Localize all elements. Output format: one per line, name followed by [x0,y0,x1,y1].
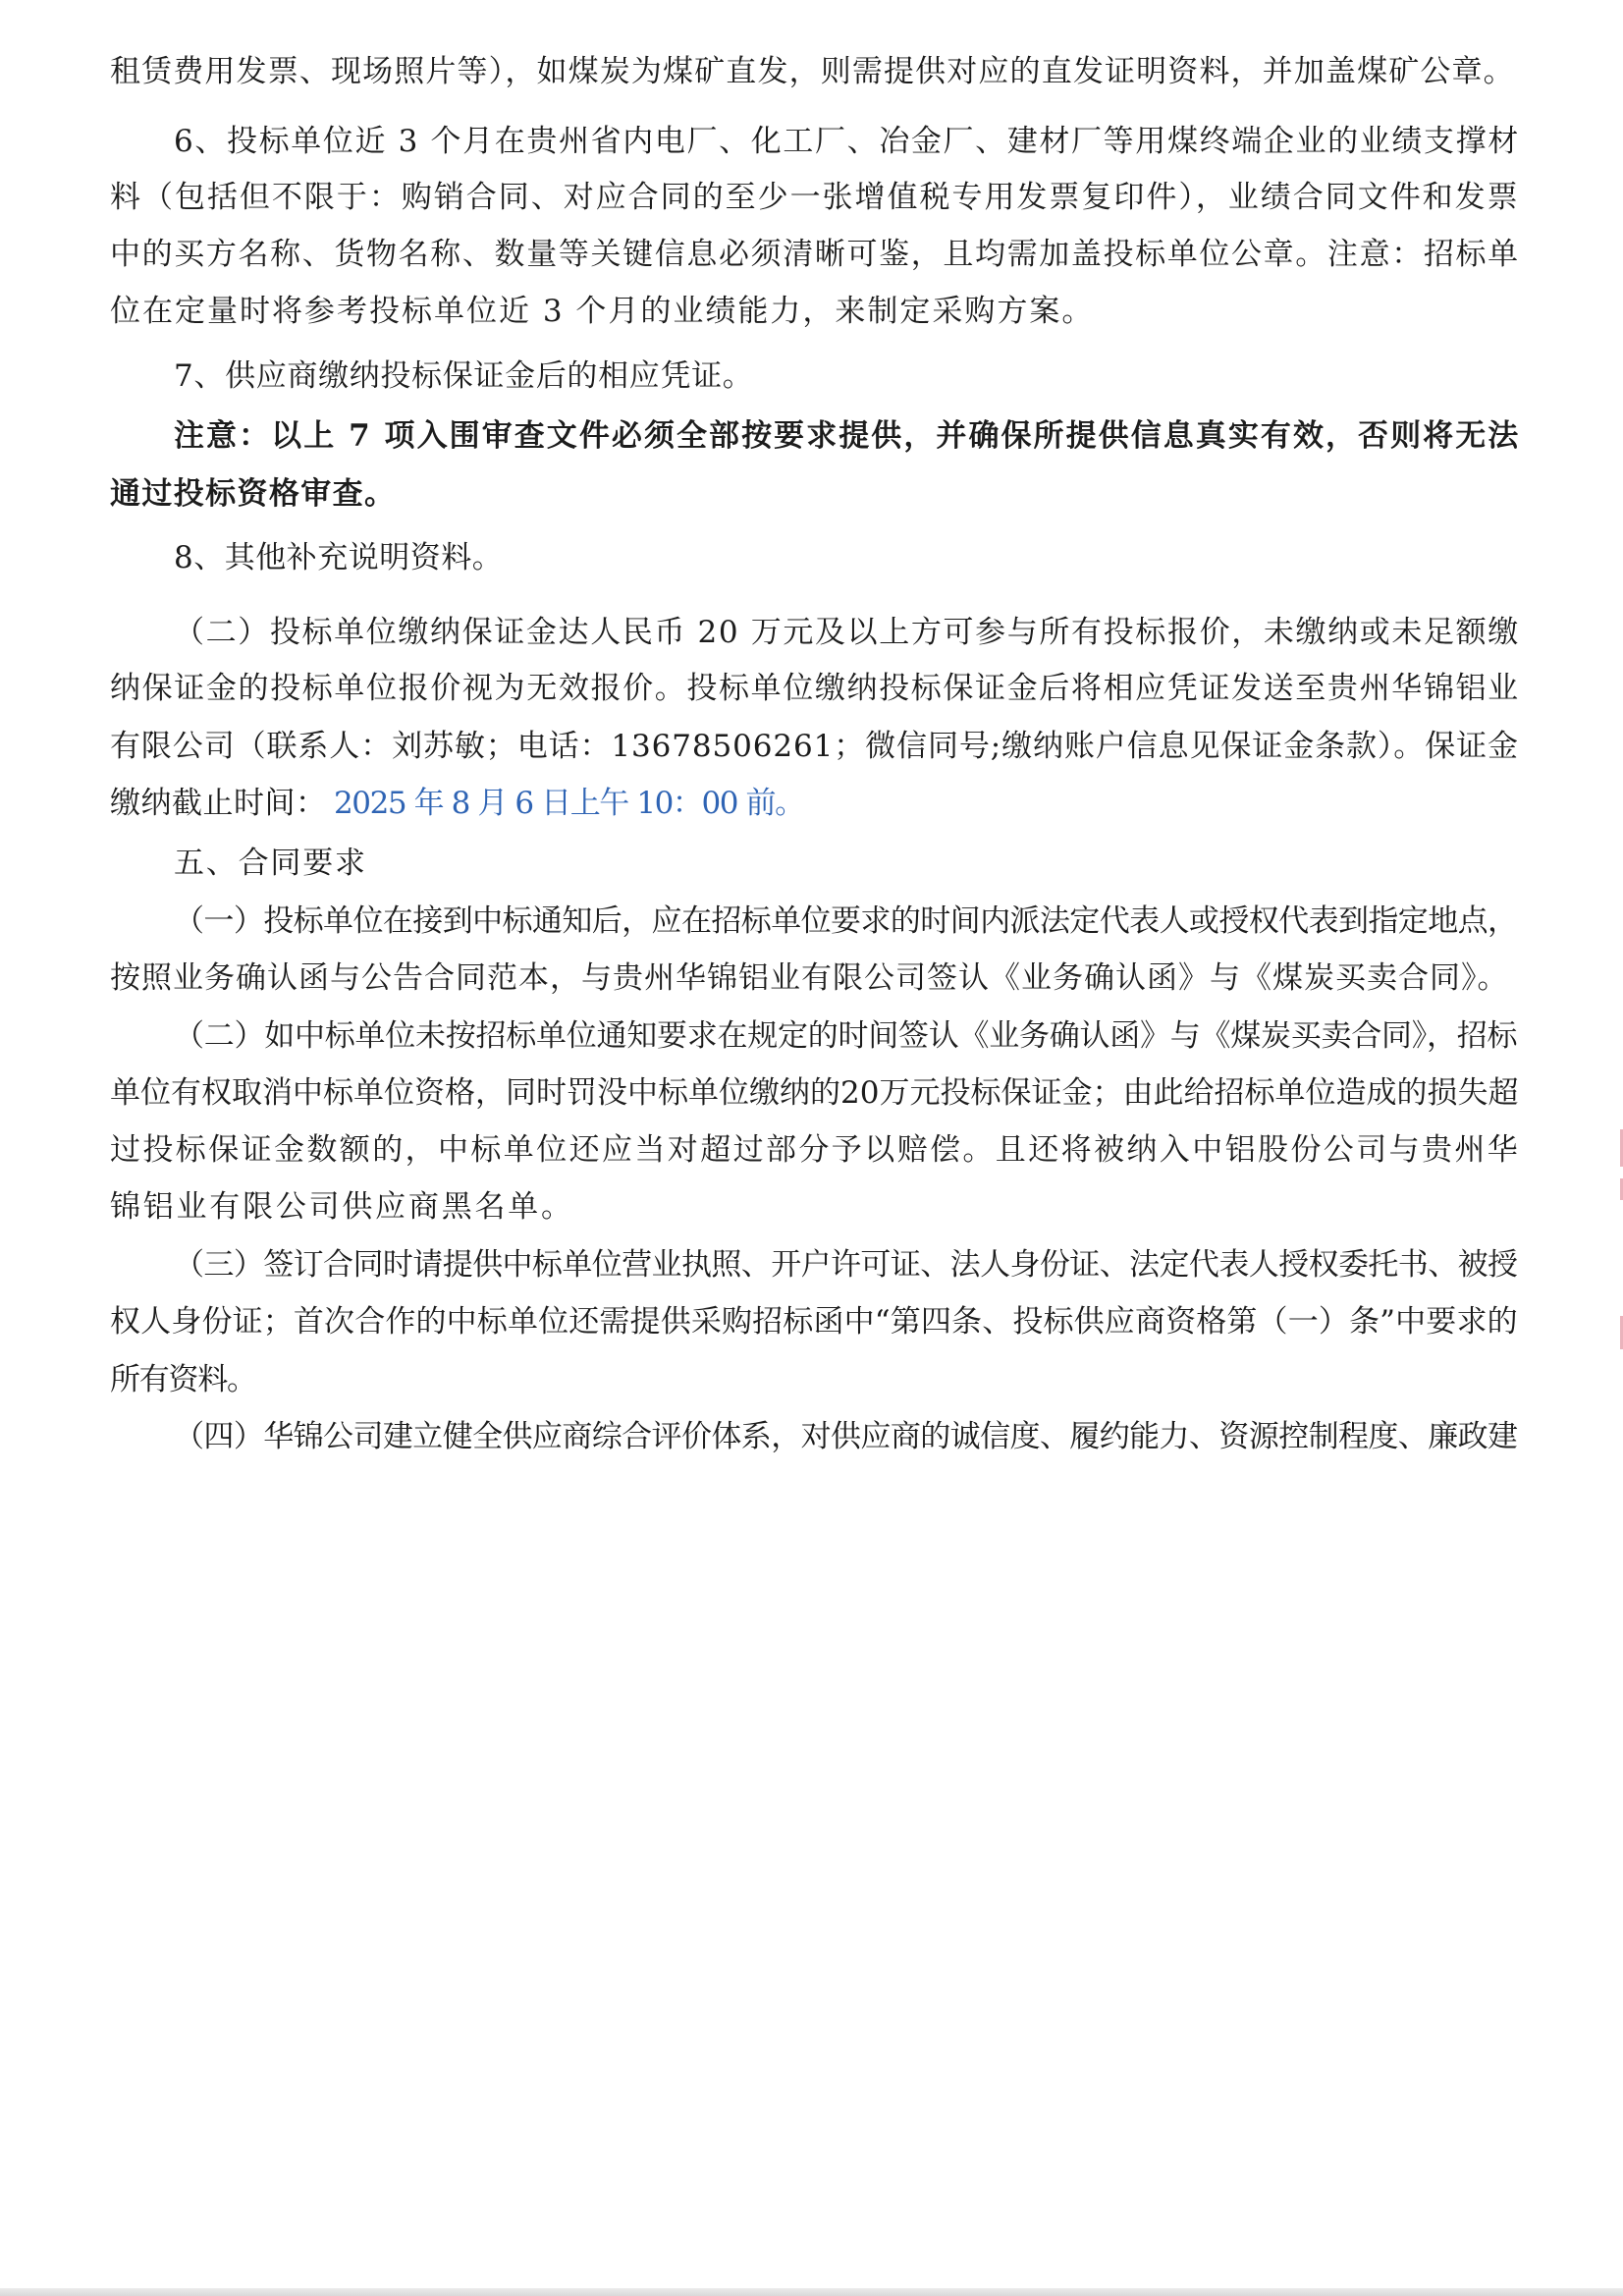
line-text: 6、投标单位近 3 个月在贵州省内电厂、化工厂、冶金厂、建材厂等用煤终端企业的业绩支撑材 [174,124,1520,159]
line-text: 纳保证金的投标单位报价视为无效报价。投标单位缴纳投标保证金后将相应凭证发送至贵州华锦铝业 [110,671,1520,706]
notice-line [0,465,1623,523]
paragraph-line [0,1121,1623,1179]
notice-text: 注意：以上 7 项入围审查文件必须全部按要求提供，并确保所提供信息真实有效，否则将无法 [174,418,1521,454]
paragraph-line [0,1177,1623,1236]
deadline-text: 2025 年 8 月 6 日上午 10：00 前。 [334,786,804,821]
section-heading-text: 五、合同要求 [174,846,367,881]
paragraph-line [0,528,1623,587]
paragraph-line [0,949,1623,1008]
paragraph-line [0,892,1623,951]
notice-text: 通过投标资格审查。 [110,476,397,512]
line-text: 料（包括但不限于：购销合同、对应合同的至少一张增值税专用发票复印件），业绩合同文件和发票 [110,180,1520,215]
line-text: 租赁费用发票、现场照片等），如煤炭为煤矿直发，则需提供对应的直发证明资料，并加盖煤矿公章。 [110,54,1515,89]
paragraph-line [0,112,1623,171]
scan-bottom-edge [0,2288,1623,2296]
line-text: （一）投标单位在接到中标通知后，应在招标单位要求的时间内派法定代表人或授权代表到指定地点， [174,903,1518,939]
line-text: （二）投标单位缴纳保证金达人民币 20 万元及以上方可参与所有投标报价，未缴纳或未足额缴 [174,615,1520,650]
line-text: （四）华锦公司建立健全供应商综合评价体系，对供应商的诚信度、履约能力、资源控制程度、廉政建 [174,1419,1518,1454]
paragraph-line [0,774,1623,833]
line-text: 有限公司（联系人：刘苏敏；电话：13678506261；微信同号;缴纳账户信息见保证金条款）。保证金 [110,729,1519,764]
line-text: 7、供应商缴纳投标保证金后的相应凭证。 [174,358,754,394]
line-text: 8、其他补充说明资料。 [174,540,504,575]
paragraph-line [0,168,1623,227]
line-text: 过投标保证金数额的，中标单位还应当对超过部分予以赔偿。且还将被纳入中铝股份公司与贵州华 [110,1132,1521,1168]
paragraph-line [0,282,1623,341]
line-text: 权人身份证；首次合作的中标单位还需提供采购招标函中“第四条、投标供应商资格第（一）条”中要求的 [110,1304,1518,1339]
paragraph-line [0,1292,1623,1351]
paragraph-line [0,1064,1623,1122]
line-text: 按照业务确认函与公告合同范本，与贵州华锦铝业有限公司签认《业务确认函》与《煤炭买卖合同》。 [110,960,1509,996]
paragraph-line [0,42,1623,101]
paragraph-line [0,1007,1623,1066]
paragraph-line [0,1350,1623,1409]
line-text: 单位有权取消中标单位资格，同时罚没中标单位缴纳的20万元投标保证金；由此给招标单位造成的损失超 [110,1075,1519,1111]
line-text: 位在定量时将参考投标单位近 3 个月的业绩能力，来制定采购方案。 [110,294,1095,329]
line-text: （二）如中标单位未按招标单位通知要求在规定的时间签认《业务确认函》与《煤炭买卖合同》，招标 [174,1018,1518,1054]
line-text: 所有资料。 [110,1362,256,1397]
section-heading [0,834,1623,893]
line-text: 中的买方名称、货物名称、数量等关键信息必须清晰可鉴，且均需加盖投标单位公章。注意：招标单 [110,237,1520,272]
notice-line [0,407,1623,465]
line-text: 锦铝业有限公司供应商黑名单。 [110,1189,574,1225]
paragraph-line [0,1235,1623,1294]
paragraph-line [0,347,1623,406]
paragraph-line [0,659,1623,718]
paragraph-line [0,603,1623,662]
paragraph-line [0,1407,1623,1466]
paragraph-line [0,225,1623,284]
line-text: 缴纳截止时间： [110,786,327,821]
paragraph-line [0,717,1623,776]
line-text: （三）签订合同时请提供中标单位营业执照、开户许可证、法人身份证、法定代表人授权委托书、被授 [174,1247,1518,1283]
